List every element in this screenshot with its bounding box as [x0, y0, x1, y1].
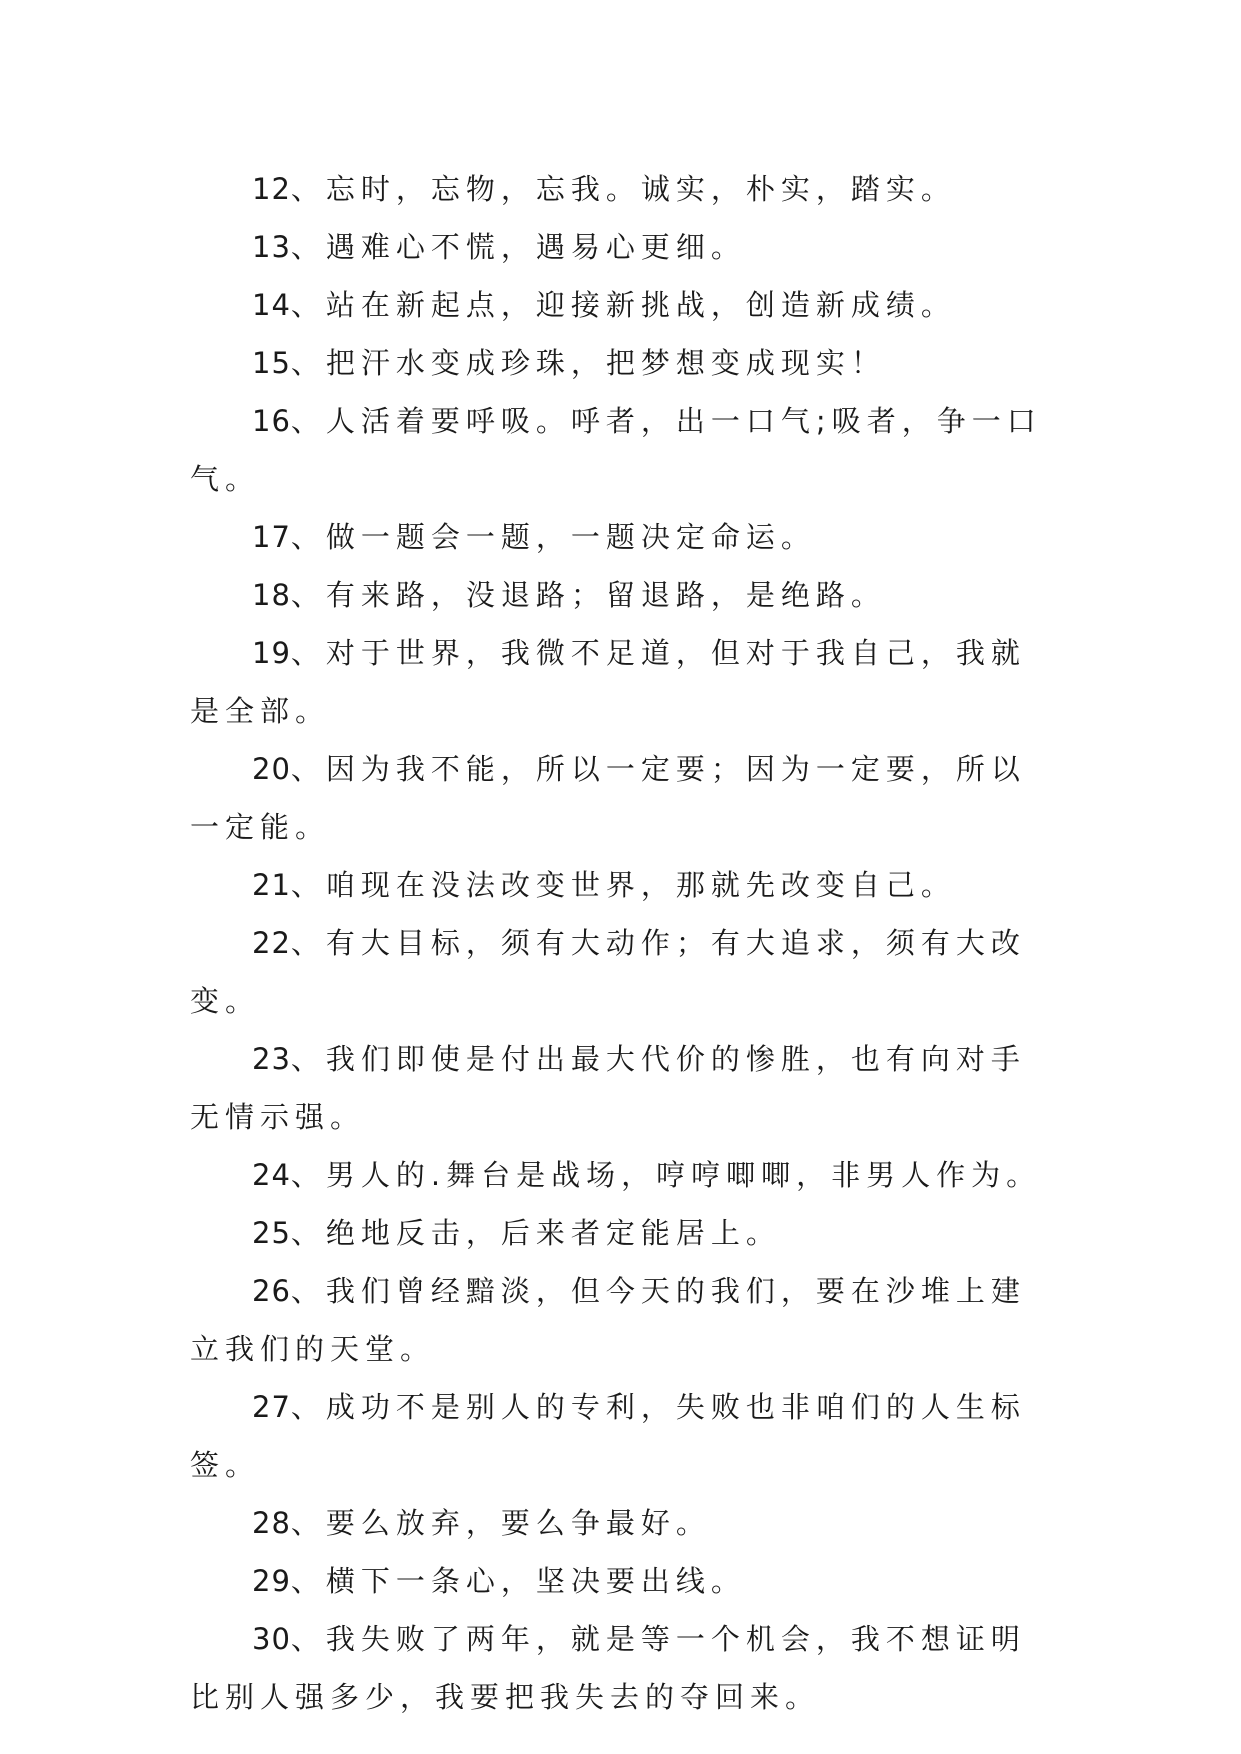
quote-separator: 、: [290, 578, 326, 612]
quote-item: [190, 334, 1050, 392]
quote-separator: 、: [290, 926, 326, 960]
quote-text: 我们即使是付出最大代价的惨胜，也有向对手无情示强。: [190, 1042, 1026, 1134]
quote-number: 26: [252, 1274, 291, 1308]
quote-item: [190, 1030, 1050, 1146]
quote-separator: 、: [290, 636, 326, 670]
quote-item: [190, 740, 1050, 856]
quote-number: 27: [252, 1390, 291, 1424]
quote-item: [190, 624, 1050, 740]
quote-number: 12: [252, 172, 291, 206]
quote-text: 咱现在没法改变世界，那就先改变自己。: [325, 868, 956, 902]
quote-text: 有大目标，须有大动作；有大追求，须有大改变。: [190, 926, 1026, 1018]
quote-separator: 、: [290, 230, 326, 264]
quote-item: [190, 1146, 1050, 1204]
quote-number: 25: [252, 1216, 291, 1250]
quote-text: 把汗水变成珍珠，把梦想变成现实！: [325, 346, 886, 380]
quote-text: 遇难心不慌，遇易心更细。: [325, 230, 746, 264]
quote-item: [190, 1552, 1050, 1610]
quote-separator: 、: [290, 520, 326, 554]
quote-text: 男人的.舞台是战场，哼哼唧唧，非男人作为。: [325, 1158, 1042, 1192]
quote-separator: 、: [290, 288, 326, 322]
quote-item: [190, 1262, 1050, 1378]
quote-item: [190, 1378, 1050, 1494]
quote-separator: 、: [290, 346, 326, 380]
quote-text: 做一题会一题，一题决定命运。: [325, 520, 816, 554]
quote-item: [190, 914, 1050, 1030]
quote-number: 13: [252, 230, 291, 264]
quote-number: 19: [252, 636, 291, 670]
quote-text: 成功不是别人的专利，失败也非咱们的人生标签。: [190, 1390, 1026, 1482]
quote-text: 我失败了两年，就是等一个机会，我不想证明比别人强多少，我要把我失去的夺回来。: [190, 1622, 1026, 1714]
quote-separator: 、: [290, 1158, 326, 1192]
quote-item: [190, 508, 1050, 566]
quote-separator: 、: [290, 1564, 326, 1598]
quote-item: [190, 1204, 1050, 1262]
quote-separator: 、: [290, 868, 326, 902]
quote-text: 我们曾经黯淡，但今天的我们，要在沙堆上建立我们的天堂。: [190, 1274, 1026, 1366]
quote-separator: 、: [290, 752, 326, 786]
quote-separator: 、: [290, 172, 326, 206]
quote-text: 绝地反击，后来者定能居上。: [325, 1216, 781, 1250]
quote-text: 忘时，忘物，忘我。诚实，朴实，踏实。: [325, 172, 956, 206]
quote-number: 18: [252, 578, 291, 612]
quote-text: 人活着要呼吸。呼者，出一口气;吸者，争一口气。: [190, 404, 1042, 496]
quote-separator: 、: [290, 1390, 326, 1424]
quote-separator: 、: [290, 1622, 326, 1656]
quote-number: 28: [252, 1506, 291, 1540]
quote-number: 24: [252, 1158, 291, 1192]
quote-text: 对于世界，我微不足道，但对于我自己，我就是全部。: [190, 636, 1026, 728]
quote-text: 横下一条心，坚决要出线。: [325, 1564, 746, 1598]
quote-text: 要么放弃，要么争最好。: [325, 1506, 711, 1540]
quote-item: [190, 392, 1050, 508]
quote-text: 因为我不能，所以一定要；因为一定要，所以一定能。: [190, 752, 1026, 844]
quote-item: [190, 1610, 1050, 1726]
quote-separator: 、: [290, 404, 326, 438]
quote-number: 20: [252, 752, 291, 786]
quote-item: [190, 856, 1050, 914]
quote-list: [190, 160, 1050, 1726]
quote-number: 14: [252, 288, 291, 322]
quote-text: 站在新起点，迎接新挑战，创造新成绩。: [325, 288, 956, 322]
quote-item: [190, 160, 1050, 218]
quote-separator: 、: [290, 1506, 326, 1540]
quote-number: 22: [252, 926, 291, 960]
quote-number: 21: [252, 868, 291, 902]
quote-item: [190, 218, 1050, 276]
quote-item: [190, 276, 1050, 334]
quote-number: 16: [252, 404, 291, 438]
quote-separator: 、: [290, 1216, 326, 1250]
quote-item: [190, 566, 1050, 624]
quote-item: [190, 1494, 1050, 1552]
quote-number: 30: [252, 1622, 291, 1656]
quote-number: 23: [252, 1042, 291, 1076]
quote-separator: 、: [290, 1274, 326, 1308]
quote-number: 17: [252, 520, 291, 554]
quote-number: 15: [252, 346, 291, 380]
quote-number: 29: [252, 1564, 291, 1598]
quote-separator: 、: [290, 1042, 326, 1076]
quote-text: 有来路，没退路；留退路，是绝路。: [325, 578, 886, 612]
